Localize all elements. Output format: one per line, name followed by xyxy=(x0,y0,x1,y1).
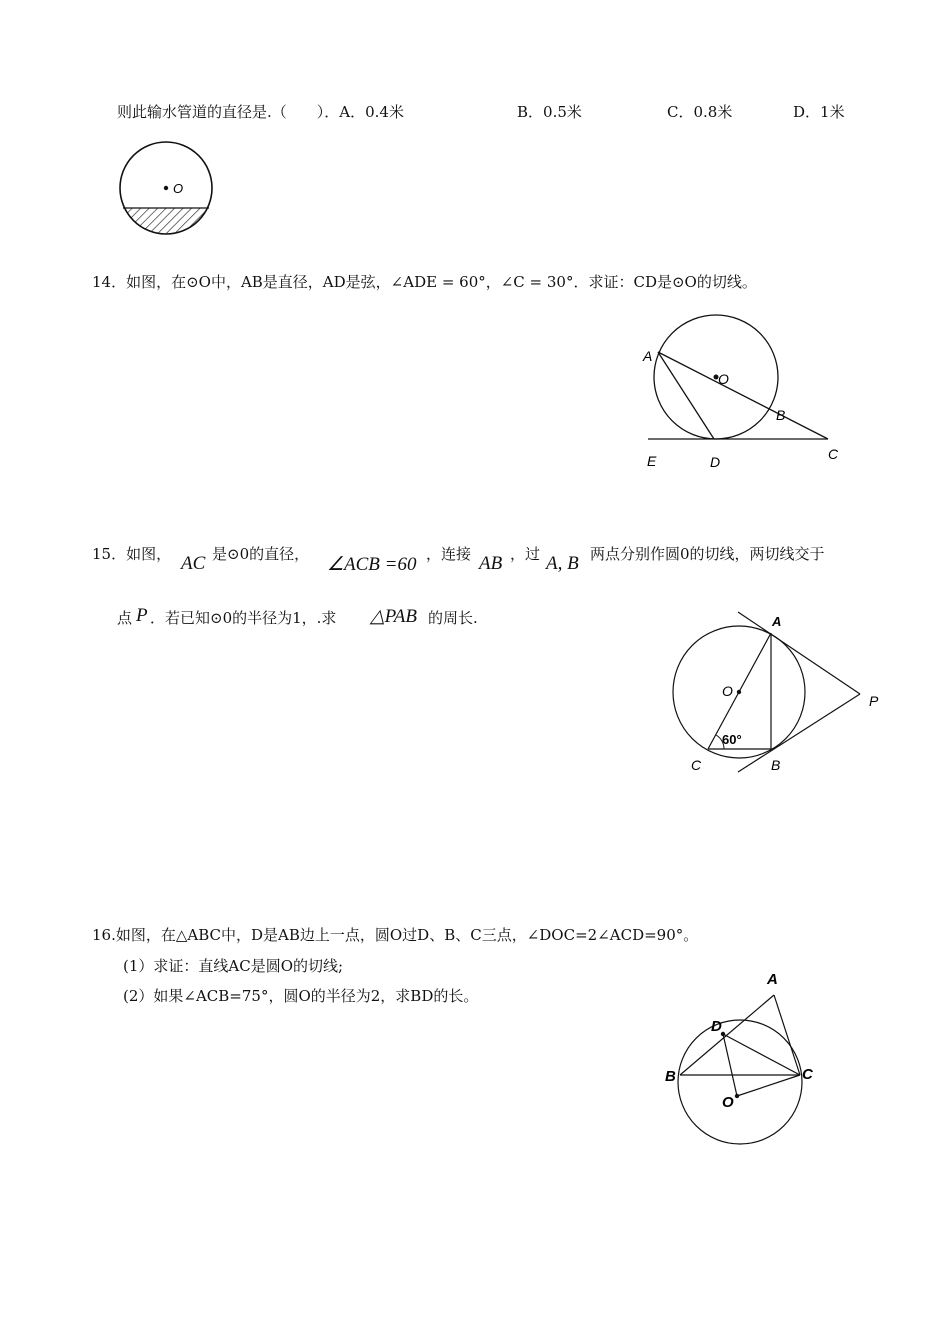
q13-center-label: O xyxy=(173,181,184,196)
q13-pipe-figure xyxy=(115,140,215,240)
q16-label-o: O xyxy=(722,1094,734,1111)
q16-part2: (2）如果∠ACB=75°，圆O的半径为2，求BD的长。 xyxy=(123,987,479,1005)
q13-stem: 则此输水管道的直径是.（ ）．A．0.4米 xyxy=(117,103,404,121)
q13-option-b: B．0.5米 xyxy=(517,103,582,121)
q13-option-c: C．0.8米 xyxy=(667,103,733,121)
q16-part1: (1）求证：直线AC是圆O的切线; xyxy=(123,957,344,975)
water-hatch xyxy=(115,208,215,248)
q15-ac: AC xyxy=(181,553,206,574)
q16-label-a: A xyxy=(767,971,778,988)
q15-angle-label: 60° xyxy=(722,732,742,747)
q15-label-a: A xyxy=(772,614,782,629)
q14-label-o: O xyxy=(718,371,729,387)
q15-label-o: O xyxy=(722,683,733,699)
q14-label-b: B xyxy=(776,407,786,423)
q15-ab: AB xyxy=(479,553,503,574)
q15-mid3: ，过 xyxy=(510,545,541,563)
q15-prefix: 15．如图， xyxy=(92,545,172,563)
q13-option-d: D．1米 xyxy=(793,103,845,121)
q15-triangle: △PAB xyxy=(370,606,417,627)
q15-angle: ∠ACB =60 xyxy=(327,554,417,575)
q15-line2-mid: ．若已知⊙0的半径为1，.求 xyxy=(150,609,337,627)
q15-points: A, B xyxy=(546,553,579,574)
q15-figure xyxy=(660,608,890,783)
q14-label-a: A xyxy=(643,348,653,364)
q16-label-c: C xyxy=(802,1066,813,1083)
q16-label-b: B xyxy=(665,1068,676,1085)
q15-line2-prefix: 点 xyxy=(117,609,133,627)
q16-figure xyxy=(660,962,850,1162)
q15-mid1: 是⊙0的直径， xyxy=(212,545,310,563)
q15-label-b: B xyxy=(771,757,781,773)
q15-tail: 两点分别作圆0的切线，两切线交于 xyxy=(590,545,825,563)
q14-label-c: C xyxy=(828,446,839,462)
q14-figure xyxy=(638,305,868,485)
q14-text: 14．如图，在⊙O中，AB是直径，AD是弦，∠ADE = 60°，∠C = 30°．求证：CD是⊙O的切线。 xyxy=(92,273,757,291)
q15-label-c: C xyxy=(691,757,702,773)
q16-circle xyxy=(678,1020,802,1144)
q15-label-p: P xyxy=(869,693,879,709)
q15-line2-tail: 的周长. xyxy=(428,609,478,627)
q15-p: P xyxy=(136,605,148,626)
q14-label-d: D xyxy=(710,454,721,470)
q14-label-e: E xyxy=(647,453,657,469)
q16-text: 16.如图，在△ABC中，D是AB边上一点，圆O过D、B、C三点，∠DOC=2∠ACD=90°。 xyxy=(92,926,699,944)
q15-mid2: ，连接 xyxy=(426,545,472,563)
q16-label-d: D xyxy=(711,1018,722,1035)
